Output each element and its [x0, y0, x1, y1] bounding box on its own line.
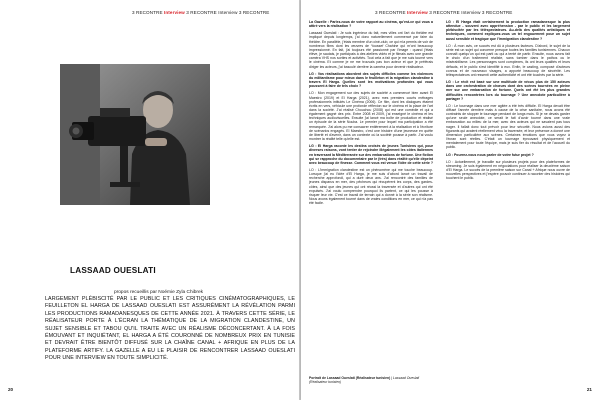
interview-answer: Lassaad Oueslati : Je suis ingénieur du fait, mes villes ont l'art du théâtre est impliqué depuis longtemps, j'ai donc naturellement commencé par faire du théâtre. En parallèle, j'étais membre d'un ciné-club, ce qui m'a permis de voir de nombreux films dont les œuvres de Youssef Chahine qui m'ont beaucoup impressionné. En fait, j'ai toujours été passionné par l'image : quand j'étais élève, je sautais, je participais à des ateliers vidéo et je filmais avec une grande caméra VHS nos sorties et activités. Tout cela a fait que je me suis tourné vers le cinéma. Et comme je ne me trouvais pas bon acteur et que je préférais diriger les acteurs, j'ai basculé derrière la caméra pour devenir réalisateur. — [309, 31, 433, 69]
caption-bold: Portrait de Lassaad Oueslati (Réalisateur tunisien) — [309, 376, 391, 380]
interview-question: LG : Le récit est basé sur une multitude de vécus plus de 150 acteurs dans une orchestration de chœurs dont des scènes tournées en pleine mer sur une embarcation de fortune. Quels ont été les plus grandes difficultés rencontrées lors du tournage ? Une anecdote particulière à partager ? — [446, 80, 570, 101]
byline: propos recueillis par Noémie Zyla Chibrek — [114, 290, 204, 295]
interview-answer: LO : Mon engagement sur des sujets de société a commencé bien avant El Maestro (2019) et El Harga (2021), avec mes premiers courts métrages professionnels intitulés Le Cinéma (2006). Ce film, dont les dialogues étaient écrits en vers, véhicule une profonde réflexion sur le cinéma et la place de l'art dans la société. J'ai réalisé Chouchou (2008) qui est une comédie et qui a également gagné des prix. Entre 2008 et 2009, j'ai enseigné le cinéma et les techniques audiovisuelles. Ensuite j'ai lancé ma boîte de production et réalisé un épisode de la série Nouba. Le premier pour lequel ma participation a été remarquée. J'ai alors pu me consacrer entièrement à la réalisation et à l'écriture de scénarios engagés. El Maestro, c'est une histoire d'une jeunesse en quête de liberté et d'avenir, dans un contexte où la société pousse à partir. J'ai voulu montrer la réalité telle qu'elle est. — [309, 91, 433, 142]
page-number-left: 20 — [8, 387, 14, 392]
header-text: 3 RECONTRE — [375, 10, 406, 15]
photo-caption — [309, 376, 429, 384]
interview-answer: LO : À mon avis, ce succès est dû à plusieurs facteurs. D'abord, le sujet de la série est un sujet qui concerne presque toutes les familles tunisiennes. Chacun connaît quelqu'un qui est parti ou qui a tenté de partir. Ensuite, nous avons fait le choix d'un traitement réaliste, sans tomber dans le pathos ou le misérabilisme. Les personnages sont complexes, ils ont leurs qualités et leurs défauts, et le public s'est identifié à eux. Enfin, le casting, composé d'acteurs connus et de nouveaux visages, a apporté beaucoup de sincérité. Les téléspectateurs ont ressenti cette authenticité et ont été touchés par la série. — [446, 43, 570, 77]
interview-question: LG : Vos réalisations abordent des sujets difficiles comme les violences du militantisme pour mieux dans le feuilleton et la migration clandestine à travers El Harga. Quelles sont les motivations profondes qui vous poussent à faire de tels choix ? — [309, 71, 433, 89]
header-text: 3 RECONTRE — [132, 10, 163, 15]
header-highlight: Interview — [407, 10, 428, 15]
caption-rest: | Lassaad Oueslati (Réalisateur tunisien) — [309, 376, 420, 384]
portrait-photo — [60, 64, 210, 205]
page-header-right — [375, 10, 512, 15]
page-header — [132, 10, 269, 15]
interview-question: LG : Pourrez-vous nous parler de votre futur projet ? — [446, 152, 534, 157]
interview-question: La Gazelle : Parlez-nous de votre rapport au cinéma, qu'est-ce qui vous a attiré vers la réalisation ? — [309, 20, 433, 29]
article-column-2 — [446, 20, 570, 183]
interview-answer: LO : Actuellement, je travaille sur plusieurs projets pour des plateformes de streaming. Je suis également en négociations pour réaliser la deuxième saison d'El Harga. Le succès de la première saison sur Canal + Afrique nous ouvre de nouvelles perspectives et j'espère pouvoir continuer à raconter des histoires qui touchent le public. — [446, 159, 570, 181]
portrait-illustration — [60, 64, 210, 205]
right-page — [301, 0, 600, 400]
article-column-1 — [309, 20, 433, 208]
interview-question: LG : El Harga était certainement la production ramadanesque la plus attendue - souvent avec appréhension - par le public et les largement plébiscitée par les téléspectateurs. Au-delà des qualités artistiques et techniques, comment expliquez-vous un tel engouement pour un sujet aussi sensible et tragique que l'immigration clandestine ? — [446, 20, 570, 41]
header-text-after: 3 RECONTRE Interview 3 RECONTRE — [429, 10, 513, 15]
page-number-right: 21 — [586, 387, 592, 392]
interview-question: LG : El Harga raconte les destins croisés de jeunes Tunisiens qui, pour diverses raisons, vont tenter de rejoindre illégalement les côtes italiennes en traversant la Méditerranée sur des embarcations de fortune. Une fiction qui se rapproche du documentaire par le (très) dans réalité qu'elle dépeint avec beaucoup de finesse. Comment vous est venue l'idée de cette série ? — [309, 144, 433, 165]
interviewee-name: LASSAAD OUESLATI — [70, 266, 156, 275]
intro-paragraph: LARGEMENT PLÉBISCITÉ PAR LE PUBLIC ET LES CRITIQUES CINÉMATOGRAPHIQUES, LE FEUILLETON EL HARGA DE LASSAAD OUESLATI EST ASSURÉMENT LA RÉVÉLATION PARMI LES PRODUCTIONS RAMADANESQUES DE CETTE ANNÉE 2021. À TRAVERS CETTE SÉRIE, LE RÉALISATEUR PORTE À L'ÉCRAN LA THÉMATIQUE DE LA MIGRATION CLANDESTINE, UN SUJET SENSIBLE ET TABOU QU'IL TRAITE AVEC UN RÉALISME DÉCONCERTANT. À LA FOIS ÉMOUVANT ET INQUIÉTANT, EL HARGA A ÉTÉ COURONNÉ DE NOMBREUX PRIX EN TUNISIE ET DEVRAIT ÊTRE BIENTÔT DIFFUSÉ SUR LA CHAÎNE CANAL + AFRIQUE EN PLUS DE LA PLATEFORME ARTIFY. LA GAZELLE A EU LE PLAISIR DE RENCONTRER LASSAAD OUESLATI POUR UNE INTERVIEW EN TOUTE SIMPLICITÉ. — [45, 296, 295, 362]
header-highlight: Interview — [164, 10, 185, 15]
interview-answer: LO : Le tournage dans une mer agitée a été très difficile. El Harga devait être diffusé l'année dernière mais à cause de la crise sanitaire, nous avons été contraints de stopper le tournage pendant de longs mois. Si je ne devais garder qu'une seule anecdote, ce serait le fait d'avoir tourné dans une vraie embarcation au milieu de la mer, avec des acteurs qui ne savaient pas tous nager. Il fallait donc tout prévoir pour leur sécurité. Nous avions aussi des figurants qui avaient réellement vécu la traversée, et leur présence a donné une dimension particulière aux scènes. Certaines émotions que vous voyez à l'écran sont réelles. C'était un tournage éprouvant physiquement et mentalement pour toute l'équipe, mais je suis fier du résultat et de l'accueil du public. — [446, 103, 570, 150]
header-text-after: 3 RECONTRE Interview 3 RECONTRE — [186, 10, 270, 15]
interview-answer: LO : L'immigration clandestine est un phénomène qui me touche beaucoup. Lorsque j'ai eu l'idée d'El Harga, je me suis d'abord lancé un travail de recherche approfondi, qui a duré deux ans. J'ai rencontré des familles de jeunes disparus en mer, des pêcheurs qui récupèrent les corps, des gardes-côtes, ainsi que des jeunes qui ont réussi la traversée et d'autres qui ont été expulsés. J'ai voulu comprendre pourquoi ils partent, ce qui les pousse à risquer leur vie. C'est ce travail de terrain qui a donné à la série son réalisme. Nous avons également tourné dans de vraies conditions en mer, ce qui n'a pas été facile. — [309, 168, 433, 206]
left-page — [0, 0, 299, 400]
